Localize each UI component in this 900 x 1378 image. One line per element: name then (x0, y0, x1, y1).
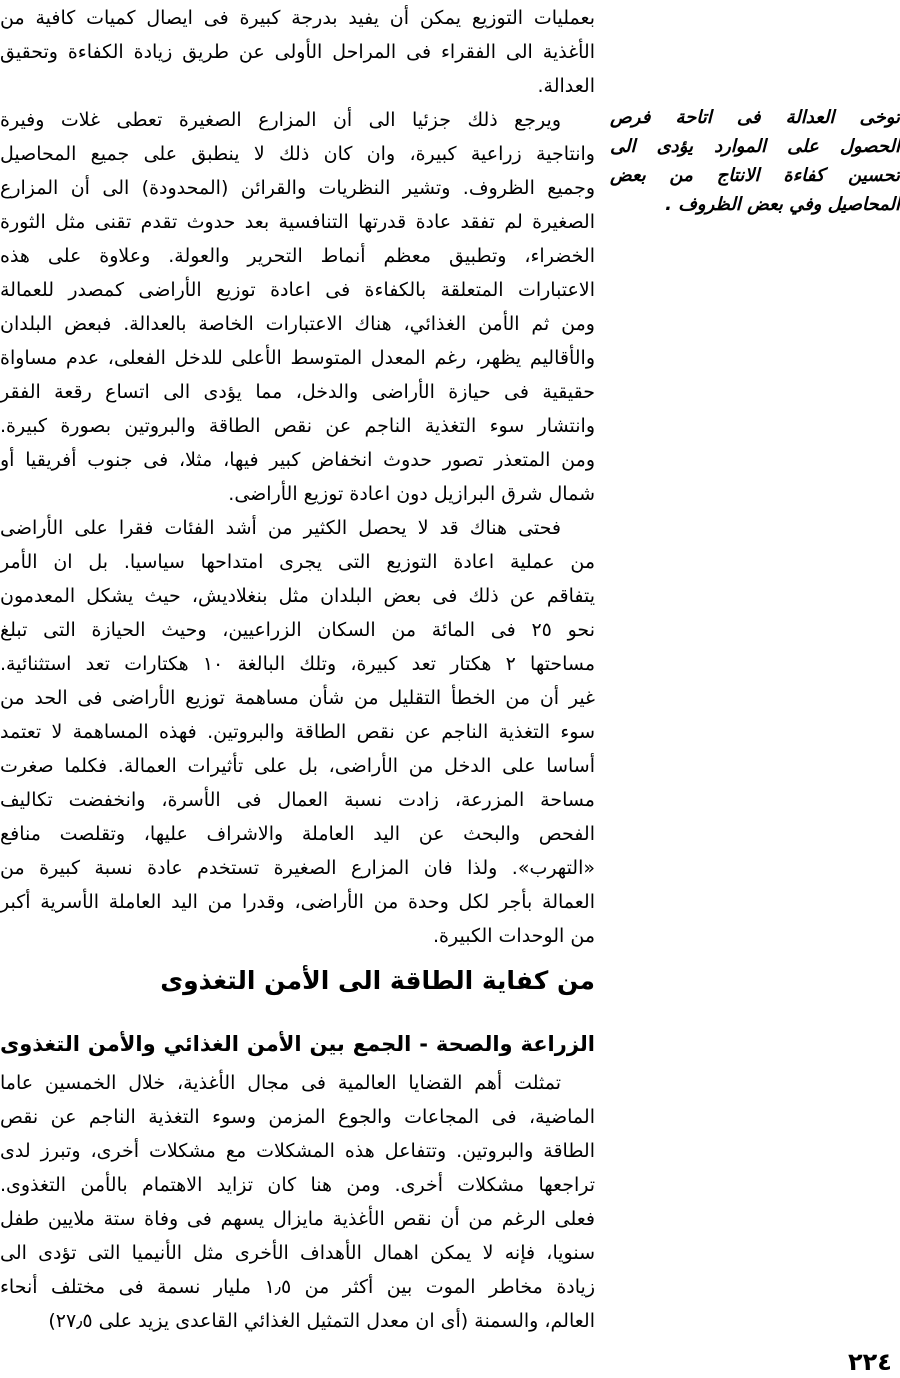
text-line: من عملية اعادة التوزيع التى يجرى امتداحها سياسيا. بل ان الأمر (0, 551, 595, 573)
body-text-section-2 (0, 1066, 595, 1338)
text-line: والأقاليم يظهر، رغم المعدل المتوسط الأعلى للدخل الفعلى، عدم مساواة (0, 347, 595, 369)
text-line: أساسا على الدخل من الأراضى، بل على تأثيرات العمالة. فكلما صغرت (0, 755, 595, 777)
text-line: يتفاقم عن ذلك فى بعض البلدان مثل بنغلاديش، حيث يشكل المعدمون (0, 585, 595, 607)
paragraph (0, 1, 595, 103)
section-heading (0, 966, 595, 995)
text-line: الصغيرة لم تفقد عادة قدرتها التنافسية بعد حدوث تقدم تقنى مثل الثورة (0, 211, 595, 233)
text-line: حقيقية فى حيازة الأراضى والدخل، مما يؤدى الى اتساع رقعة الفقر (0, 381, 595, 403)
margin-note-line: الحصول على الموارد يؤدى الى (610, 136, 900, 157)
text-line: الطاقة والبروتين. وتتفاعل هذه المشكلات مع مشكلات أخرى، وتبرز لدى (0, 1140, 595, 1162)
text-line: العالم، والسمنة (أى ان معدل التمثيل الغذائي القاعدى يزيد على ٢٧٫٥) (48, 1310, 595, 1332)
text-line: شمال شرق البرازيل دون اعادة توزيع الأراضى. (228, 483, 595, 505)
margin-note-line: المحاصيل وفي بعض الظروف . (665, 194, 900, 215)
text-line: سوء التغذية الناجم عن نقص الطاقة والبروتين. فهذه المساهمة لا تعتمد (0, 721, 595, 743)
subsection-heading: الزراعة والصحة - الجمع بين الأمن الغذائي والأمن التغذوى (0, 1032, 595, 1056)
text-line: فعلى الرغم من أن نقص الأغذية مايزال يسهم فى وفاة ستة ملايين طفل (0, 1208, 595, 1230)
text-line: تمثلت أهم القضايا العالمية فى مجال الأغذية، خلال الخمسين عاما (0, 1072, 561, 1094)
text-line: وانتشار سوء التغذية الناجم عن نقص الطاقة والبروتين بصورة كبيرة. (0, 415, 595, 437)
text-line: مساحتها ٢ هكتار تعد كبيرة، وتلك البالغة ١٠ هكتارات تعد استثنائية. (0, 653, 595, 675)
text-line: تراجعها مشكلات أخرى. ومن هنا كان تزايد الاهتمام بالأمن التغذوى. (0, 1174, 595, 1196)
paragraph (0, 511, 595, 953)
text-line: بعمليات التوزيع يمكن أن يفيد بدرجة كبيرة فى ايصال كميات كافية من (0, 7, 595, 29)
margin-note (610, 103, 900, 219)
text-line: الأغذية الى الفقراء فى المراحل الأولى عن طريق زيادة الكفاءة وتحقيق (0, 41, 595, 63)
section-heading-text: من كفاية الطاقة الى الأمن التغذوى (160, 966, 595, 995)
text-line: وجميع الظروف. وتشير النظريات والقرائن (المحدودة) الى أن المزارع (0, 177, 595, 199)
text-line: فحتى هناك قد لا يحصل الكثير من أشد الفئات فقرا على الأراضى (0, 517, 561, 539)
text-line: ومن ثم الأمن الغذائي، هناك الاعتبارات الخاصة بالعدالة. فبعض البلدان (0, 313, 595, 335)
text-line: العمالة بأجر لكل وحدة من الأراضى، وقدرا من اليد العاملة الأسرية أكبر (0, 891, 595, 913)
paragraph (0, 103, 595, 511)
text-line: الاعتبارات المتعلقة بالكفاءة فى اعادة توزيع الأراضى كمصدر للعمالة (0, 279, 595, 301)
text-line: غير أن من الخطأ التقليل من شأن مساهمة توزيع الأراضى فى الحد من (0, 687, 595, 709)
paragraph (0, 1066, 595, 1338)
text-line: ومن المتعذر تصور حدوث انخفاض كبير فيها، مثلا، فى جنوب أفريقيا أو (0, 449, 595, 471)
text-line: ويرجع ذلك جزئيا الى أن المزارع الصغيرة تعطى غلات وفيرة (0, 109, 561, 131)
body-text-section-1 (0, 1, 595, 953)
text-line: مساحة المزرعة، زادت نسبة العمال فى الأسرة، وانخفضت تكاليف (0, 789, 595, 811)
text-line: من الوحدات الكبيرة. (433, 925, 595, 947)
text-line: وانتاجية زراعية كبيرة، وان كان ذلك لا ينطبق على جميع المحاصيل (0, 143, 595, 165)
margin-note-line: تحسين كفاءة الانتاج من بعض (610, 165, 900, 186)
margin-note-line: توخى العدالة فى اتاحة فرص (610, 107, 900, 128)
text-line: «التهرب». ولذا فان المزارع الصغيرة تستخدم عادة نسبة كبيرة من (0, 857, 595, 879)
text-line: زيادة مخاطر الموت بين أكثر من ١٫٥ مليار نسمة فى مختلف أنحاء (0, 1276, 595, 1298)
text-line: الفحص والبحث عن اليد العاملة والاشراف عليها، وتقلصت منافع (0, 823, 595, 845)
text-line: الماضية، فى المجاعات والجوع المزمن وسوء التغذية الناجم عن نقص (0, 1106, 595, 1128)
text-line: الخضراء، وتطبيق معظم أنماط التحرير والعولة. وعلاوة على هذه (0, 245, 595, 267)
page-number: ٢٢٤ (848, 1348, 892, 1376)
text-line: سنويا، فإنه لا يمكن اهمال الأهداف الأخرى مثل الأنيميا التى تؤدى الى (0, 1242, 595, 1264)
text-line: نحو ٢٥ فى المائة من السكان الزراعيين، وحيث الحيازة التى تبلغ (0, 619, 595, 641)
text-line: العدالة. (537, 75, 595, 97)
